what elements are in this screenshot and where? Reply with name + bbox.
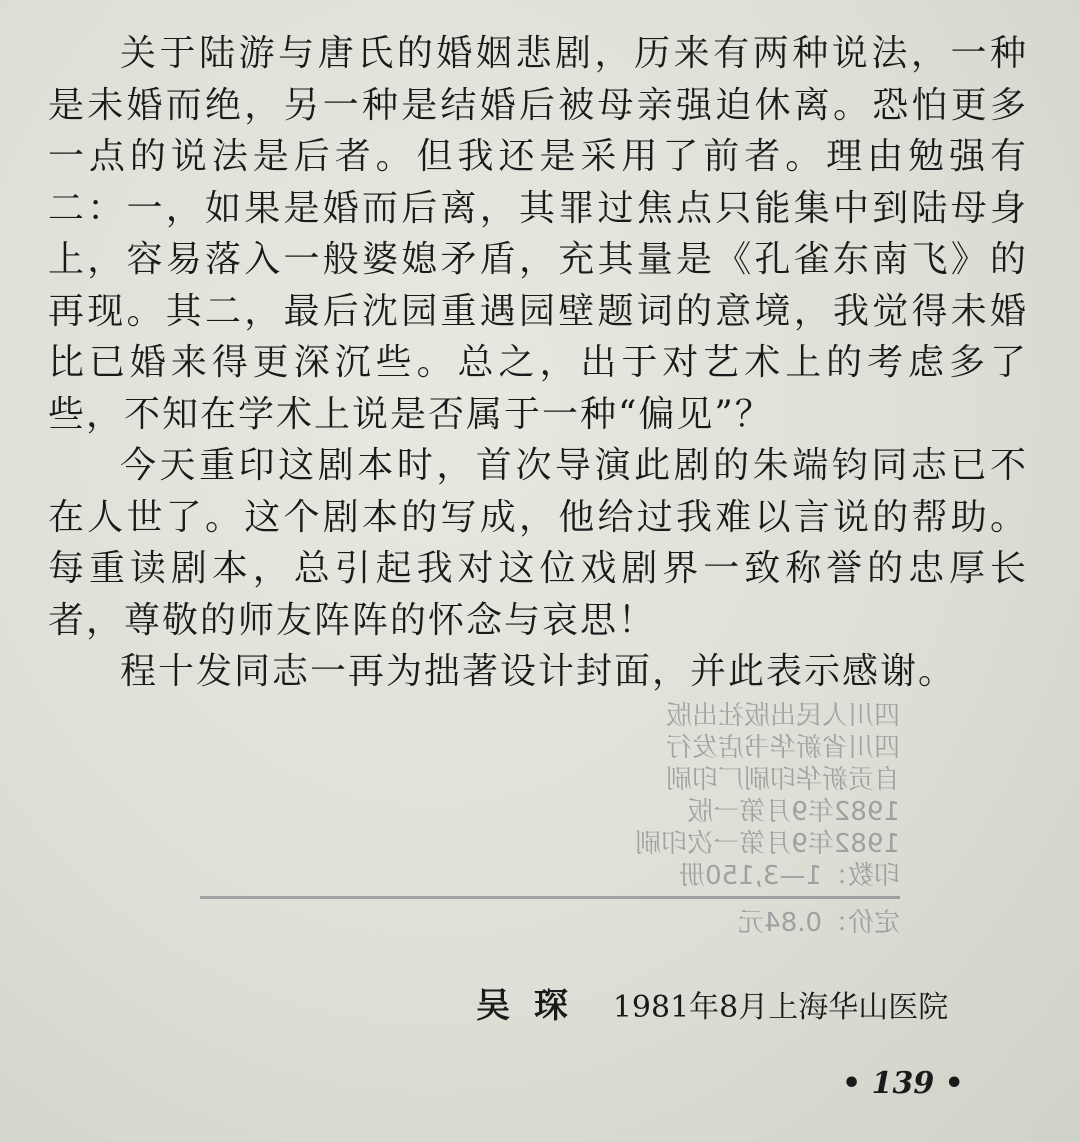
paragraph-line: 者，尊敬的师友阵阵的怀念与哀思！ bbox=[48, 599, 657, 641]
body-text bbox=[48, 28, 1028, 698]
paragraph-line: 上，容易落入一般婆媳矛盾，充其量是《孔雀东南飞》的 bbox=[48, 239, 1028, 280]
bleed-rule bbox=[200, 896, 900, 899]
bleed-line: 印数：1—3,150册 bbox=[679, 861, 900, 891]
paragraph-line: 是未婚而绝，另一种是结婚后被母亲强迫休离。恐怕更多 bbox=[48, 84, 1028, 126]
page-number: • 139 • bbox=[842, 1066, 964, 1101]
bleed-line: 1982年9月第一次印刷 bbox=[635, 829, 900, 859]
author-name: 吴琛 bbox=[476, 986, 592, 1026]
paragraph-line: 些，不知在学术上说是否属于一种“偏见”？ bbox=[48, 393, 773, 435]
paragraph-line: 二：一，如果是婚而后离，其罪过焦点只能集中到陆母身 bbox=[48, 187, 1028, 229]
bleed-line: 自贡新华印刷厂印刷 bbox=[665, 765, 900, 795]
bleed-line: 四川人民出版社出版 bbox=[665, 701, 900, 731]
signature bbox=[476, 978, 948, 1027]
paragraph-line: 再现。其二，最后沈园重遇园壁题词的意境，我觉得未婚 bbox=[48, 290, 1028, 332]
paragraph-line: 比已婚来得更深沉些。总之，出于对艺术上的考虑多了 bbox=[48, 342, 1028, 383]
paragraph-line: 每重读剧本，总引起我对这位戏剧界一致称誉的忠厚长 bbox=[48, 548, 1028, 589]
paragraph-line: 今天重印这剧本时，首次导演此剧的朱端钧同志已不 bbox=[120, 445, 1028, 486]
paragraph-line: 一点的说法是后者。但我还是采用了前者。理由勉强有 bbox=[48, 136, 1028, 177]
bleed-line: 四川省新华书店发行 bbox=[665, 733, 900, 763]
paragraph-line: 关于陆游与唐氏的婚姻悲剧，历来有两种说法，一种 bbox=[120, 33, 1028, 74]
paragraph-line: 程十发同志一再为拙著设计封面，并此表示感谢。 bbox=[120, 651, 957, 692]
paragraph-line: 在人世了。这个剧本的写成，他给过我难以言说的帮助。 bbox=[48, 496, 1028, 538]
bleed-line: 定价：0.84元 bbox=[738, 908, 900, 938]
bleed-line: 1982年9月第一版 bbox=[687, 797, 900, 827]
place-date: 1981年8月上海华山医院 bbox=[612, 990, 949, 1025]
